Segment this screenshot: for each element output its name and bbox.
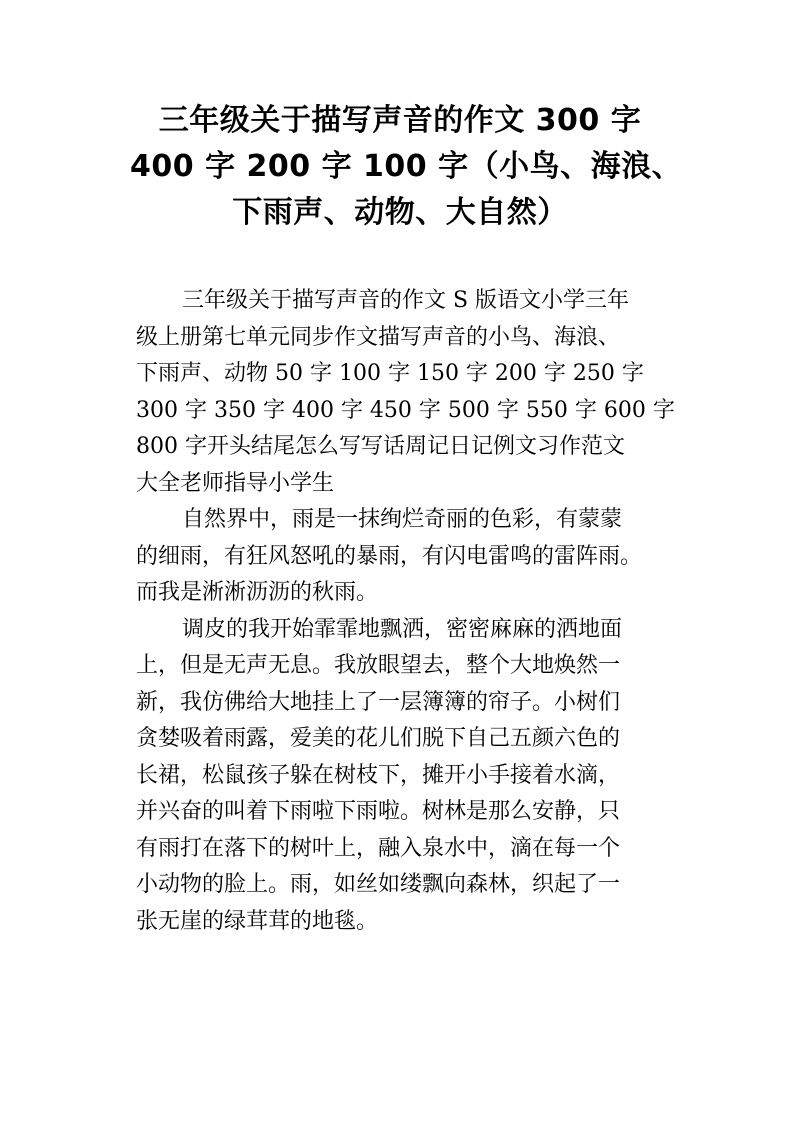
text-line: 新，我仿佛给大地挂上了一层簿簿的帘子。小树们 (136, 689, 621, 715)
document-title (130, 98, 683, 236)
text-line: 级上册第七单元同步作文描写声音的小鸟、海浪、 (136, 324, 621, 350)
title-line: 下雨声、动物、大自然） (232, 195, 568, 230)
text-line: 下雨声、动物 50 字 100 字 150 字 200 字 250 字 (136, 361, 644, 386)
text-line: 贪婪吸着雨露，爱美的花儿们脱下自己五颜六色的 (136, 726, 621, 751)
text-line: 大全老师指导小学生 (136, 470, 335, 496)
paragraph-nature (136, 502, 676, 612)
text-line: 并兴奋的叫着下雨啦下雨啦。树林是那么安静，只 (136, 799, 621, 824)
text-line: 调皮的我开始霏霏地飘洒，密密麻麻的洒地面 (182, 616, 623, 642)
text-line: 三年级关于描写声音的作文 S 版语文小学三年 (182, 288, 630, 313)
paragraph-intro (136, 283, 676, 502)
text-line: 而我是淅淅沥沥的秋雨。 (136, 580, 379, 605)
text-line: 300 字 350 字 400 字 450 字 500 字 550 字 600 字 (136, 397, 675, 423)
text-line: 的细雨，有狂风怒吼的暴雨，有闪电雷鸣的雷阵雨。 (136, 543, 643, 569)
text-line: 长裙，松鼠孩子躲在树枝下，摊开小手接着水滴， (136, 762, 621, 788)
text-line: 上，但是无声无息。我放眼望去，整个大地焕然一 (136, 653, 621, 678)
text-line: 小动物的脸上。雨，如丝如缕飘向森林，织起了一 (136, 872, 621, 897)
text-line: 张无崖的绿茸茸的地毯。 (136, 908, 379, 934)
title-line: 400 字 200 字 100 字（小鸟、海浪、 (130, 149, 683, 184)
text-line: 自然界中，雨是一抹绚烂奇丽的色彩，有蒙蒙 (182, 507, 623, 532)
paragraph-rain (136, 612, 676, 941)
text-line: 800 字开头结尾怎么写写话周记日记例文习作范文 (136, 434, 625, 459)
text-line: 有雨打在落下的树叶上，融入泉水中，滴在每一个 (136, 835, 621, 861)
title-line: 三年级关于描写声音的作文 300 字 (158, 103, 642, 138)
document-body (136, 283, 676, 940)
